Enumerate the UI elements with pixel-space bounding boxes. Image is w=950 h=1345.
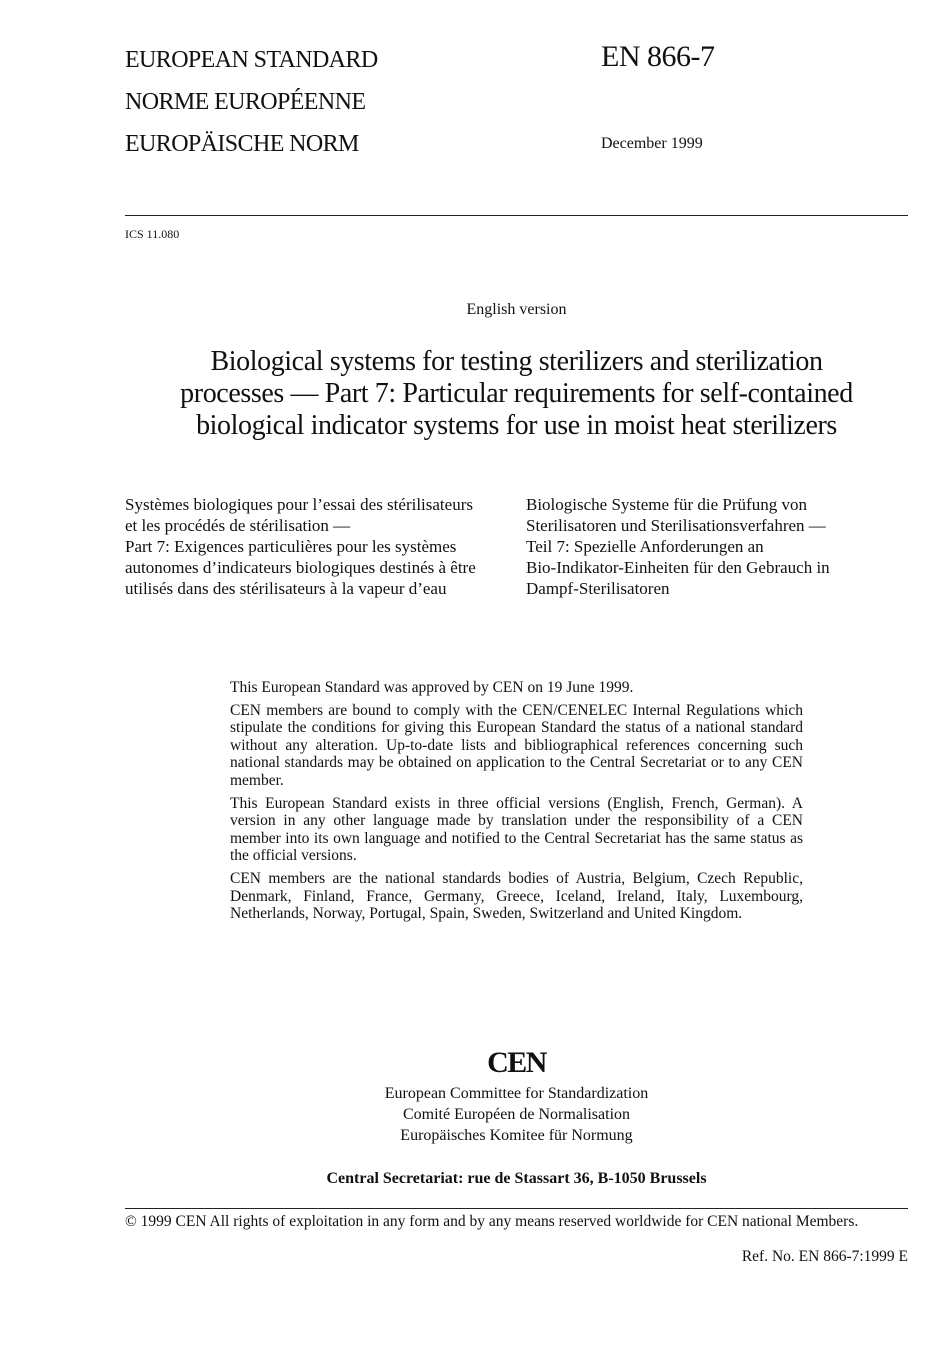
approval-date-paragraph: This European Standard was approved by CEN on 19 June 1999. [230, 679, 634, 696]
german-title-line: Bio-Indikator-Einheiten für den Gebrauch in [526, 558, 830, 577]
approval-notice [230, 679, 803, 928]
german-title-line: Biologische Systeme für die Prüfung von [526, 495, 807, 514]
title-line: biological indicator systems for use in moist heat sterilizers [196, 410, 837, 441]
reference-number: Ref. No. EN 866-7:1999 E [741, 1248, 908, 1265]
french-title-line: autonomes d’indicateurs biologiques destinés à être [125, 558, 476, 577]
german-title-line: Teil 7: Spezielle Anforderungen an [526, 537, 764, 556]
french-title-line: et les procédés de stérilisation — [125, 516, 351, 535]
members-paragraph: CEN members are the national standards bodies of Austria, Belgium, Czech Republic, Denmark, Finland, France, Germany, Greece, Iceland, Ireland, Italy, Luxembourg, Netherlands, Norway, Portugal, Spain, Sweden, Switzerland and United Kingdom. [230, 869, 803, 923]
standard-type-french: NORME EUROPÉENNE [125, 89, 366, 115]
cen-logo: CEN [487, 1046, 546, 1079]
title-line: processes — Part 7: Particular requirements for self-contained [180, 378, 853, 409]
title-line: Biological systems for testing sterilizers and sterilization [210, 346, 823, 377]
french-title-line: utilisés dans des stérilisateurs à la vapeur d’eau [125, 579, 447, 598]
french-title [125, 494, 515, 599]
german-title-line: Dampf-Sterilisatoren [526, 579, 670, 598]
official-versions-paragraph: This European Standard exists in three official versions (English, French, German). A version in any other language made by translation under the responsibility of a CEN member into its own language and notified to the Central Secretariat has the same status as the official versions. [230, 794, 803, 865]
ics-code: ICS 11.080 [125, 227, 180, 241]
header-divider [125, 215, 908, 216]
cen-name-german: Europäisches Komitee für Normung [400, 1127, 633, 1144]
german-title-line: Sterilisatoren und Sterilisationsverfahren — [526, 516, 826, 535]
standard-type-english: EUROPEAN STANDARD [125, 47, 378, 73]
cen-name-english: European Committee for Standardization [384, 1085, 649, 1102]
version-label: English version [466, 301, 567, 318]
compliance-paragraph: CEN members are bound to comply with the CEN/CENELEC Internal Regulations which stipulate the conditions for giving this European Standard the status of a national standard without any alteration. Up-to-date lists and bibliographical references concerning such national standards may be obtained on application to the Central Secretariat or to any CEN member. [230, 701, 803, 789]
standard-type-german: EUROPÄISCHE NORM [125, 131, 359, 157]
publication-date: December 1999 [601, 135, 703, 152]
standard-number: EN 866-7 [601, 40, 715, 73]
german-title [526, 494, 908, 599]
document-title [125, 346, 908, 442]
french-title-line: Part 7: Exigences particulières pour les systèmes [125, 537, 457, 556]
copyright-notice: © 1999 CEN All rights of exploitation in any form and by any means reserved worldwide for CEN national Members. [125, 1213, 859, 1230]
french-title-line: Systèmes biologiques pour l’essai des stérilisateurs [125, 495, 473, 514]
footer-divider [125, 1208, 908, 1209]
central-secretariat-address: Central Secretariat: rue de Stassart 36, B-1050 Brussels [326, 1170, 707, 1187]
cen-name-french: Comité Européen de Normalisation [402, 1106, 631, 1123]
